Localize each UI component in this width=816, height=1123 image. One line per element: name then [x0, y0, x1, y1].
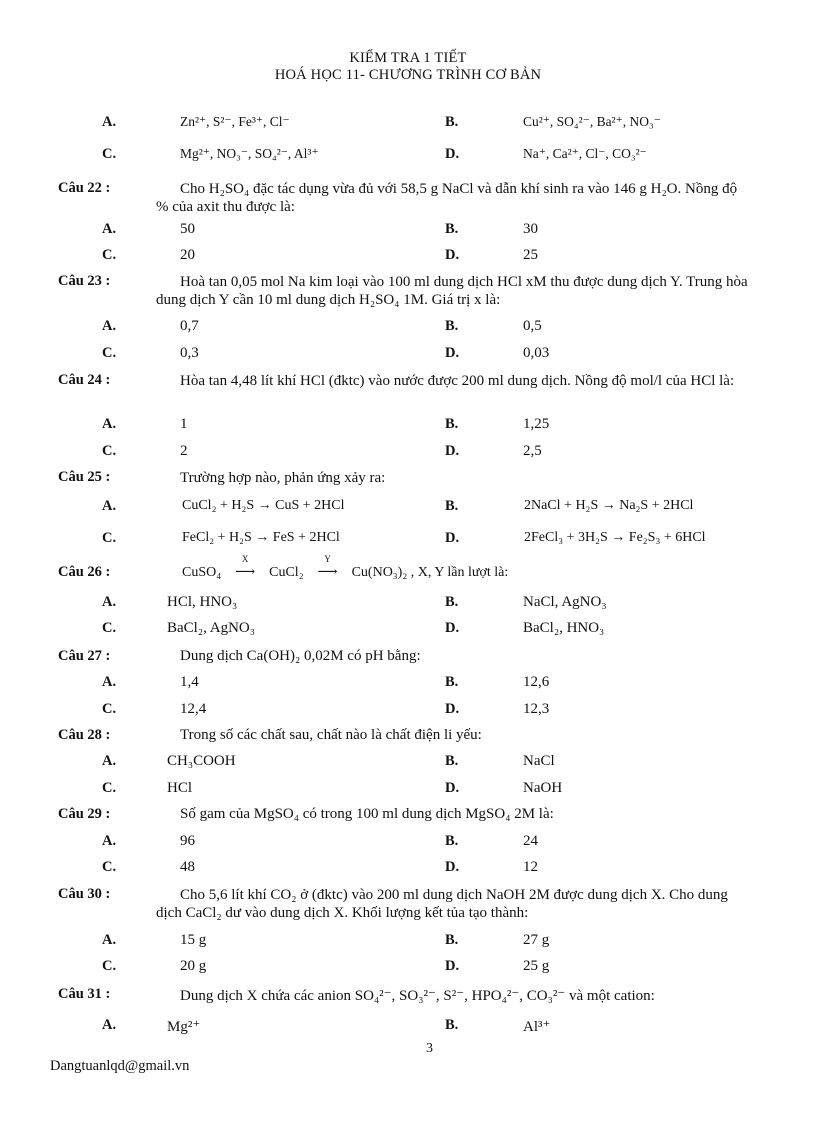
q27-option-d: 12,3	[523, 701, 550, 717]
product-and-question: Cu(NO₃)₂ , X, Y lần lượt là:	[351, 565, 509, 580]
q24-option-b: 1,25	[523, 416, 550, 432]
option-label-d: D.	[445, 345, 460, 361]
option-label-d: D.	[445, 443, 460, 459]
q31-option-a: Mg²⁺	[167, 1019, 201, 1035]
reaction-arrow-icon: X ⟶	[223, 564, 267, 581]
option-label-d: D.	[445, 620, 460, 636]
q29-option-b: 24	[523, 833, 538, 849]
option-label-b: B.	[445, 932, 459, 948]
question-number: Câu 23 :	[58, 273, 111, 289]
reaction-arrow-icon: Y ⟶	[306, 564, 350, 581]
q24-option-a: 1	[180, 416, 188, 432]
q22-option-b: 30	[523, 221, 538, 237]
question-number: Câu 31 :	[58, 986, 111, 1002]
option-label-a: A.	[102, 318, 117, 334]
arrow-label-y: Y	[324, 554, 331, 564]
option-label-b: B.	[445, 221, 459, 237]
option-label-d: D.	[445, 701, 460, 717]
option-label-d: D.	[445, 146, 460, 162]
q24-option-d: 2,5	[523, 443, 542, 459]
option-label-d: D.	[445, 247, 460, 263]
q31-option-b: Al³⁺	[523, 1019, 551, 1035]
question-text: Cho 5,6 lít khí CO₂ ở (đktc) vào 200 ml dung dịch NaOH 2M được dung dịch X. Cho dung dịch CaCl₂ dư vào dung dịch X. Khối lượng kết tủa tạo thành:	[156, 887, 728, 921]
q21-option-b: Cu²⁺, SO₄²⁻, Ba²⁺, NO₃⁻	[523, 114, 661, 129]
option-label-c: C.	[102, 701, 117, 717]
q27-option-b: 12,6	[523, 674, 550, 690]
question-text: Trường hợp nào, phản ứng xảy ra:	[180, 470, 386, 486]
q26-option-b: NaCl, AgNO₃	[523, 594, 607, 610]
question-number: Câu 25 :	[58, 469, 111, 485]
option-label-d: D.	[445, 530, 460, 546]
q28-option-d: NaOH	[523, 780, 563, 796]
q22-option-a: 50	[180, 221, 195, 237]
q26-option-d: BaCl₂, HNO₃	[523, 620, 605, 636]
option-label-a: A.	[102, 833, 117, 849]
option-label-b: B.	[445, 498, 459, 514]
q21-option-d: Na⁺, Ca²⁺, Cl⁻, CO₃²⁻	[523, 146, 647, 161]
q29-option-d: 12	[523, 859, 538, 875]
q23-option-c: 0,3	[180, 345, 199, 361]
option-label-a: A.	[102, 1017, 117, 1033]
q28-option-c: HCl	[167, 780, 193, 796]
question-text: Trong số các chất sau, chất nào là chất điện li yếu:	[180, 727, 482, 743]
q23-option-b: 0,5	[523, 318, 542, 334]
option-label-c: C.	[102, 620, 117, 636]
q23-option-a: 0,7	[180, 318, 199, 334]
option-label-a: A.	[102, 674, 117, 690]
option-label-c: C.	[102, 530, 117, 546]
q26-option-c: BaCl₂, AgNO₃	[167, 620, 255, 636]
option-label-d: D.	[445, 958, 460, 974]
option-label-d: D.	[445, 780, 460, 796]
question-number: Câu 30 :	[58, 886, 111, 902]
question-number: Câu 26 :	[58, 564, 111, 580]
q27-option-c: 12,4	[180, 701, 207, 717]
question-number: Câu 22 :	[58, 180, 111, 196]
option-label-a: A.	[102, 416, 117, 432]
q22-option-c: 20	[180, 247, 195, 263]
reactant-2: CuCl₂	[269, 565, 304, 580]
option-label-a: A.	[102, 753, 117, 769]
q23-option-d: 0,03	[523, 345, 550, 361]
question-text: Hòa tan 4,48 lít khí HCl (đktc) vào nước được 200 ml dung dịch. Nồng độ mol/l của HCl là:	[180, 373, 735, 389]
question-text	[182, 554, 509, 581]
q25-option-d: 2FeCl₃ + 3H₂S → Fe₂S₃ + 6HCl	[524, 530, 706, 545]
option-label-a: A.	[102, 114, 117, 130]
option-label-c: C.	[102, 345, 117, 361]
question-number: Câu 24 :	[58, 372, 111, 388]
question-text: Cho H₂SO₄ đặc tác dụng vừa đủ với 58,5 g NaCl và dẫn khí sinh ra vào 146 g H₂O. Nồng độ % của axit thu được là:	[156, 181, 738, 215]
option-label-a: A.	[102, 932, 117, 948]
question-number: Câu 29 :	[58, 806, 111, 822]
q30-option-b: 27 g	[523, 932, 550, 948]
arrow-label-x: X	[241, 554, 249, 564]
q24-option-c: 2	[180, 443, 188, 459]
q22-option-d: 25	[523, 247, 538, 263]
q21-option-c: Mg²⁺, NO₃⁻, SO₄²⁻, Al³⁺	[180, 146, 319, 161]
option-label-c: C.	[102, 146, 117, 162]
q27-option-a: 1,4	[180, 674, 199, 690]
option-label-d: D.	[445, 859, 460, 875]
option-label-c: C.	[102, 247, 117, 263]
option-label-b: B.	[445, 594, 459, 610]
q30-option-d: 25 g	[523, 958, 550, 974]
option-label-b: B.	[445, 114, 459, 130]
option-label-c: C.	[102, 859, 117, 875]
exam-title: KIỂM TRA 1 TIẾT	[349, 50, 467, 66]
q30-option-a: 15 g	[180, 932, 207, 948]
exam-subtitle: HOÁ HỌC 11- CHƯƠNG TRÌNH CƠ BẢN	[274, 67, 542, 83]
question-text: Dung dịch X chứa các anion SO₄²⁻, SO₃²⁻, S²⁻, HPO₄²⁻, CO₃²⁻ và một cation:	[180, 988, 655, 1004]
option-label-b: B.	[445, 416, 459, 432]
option-label-b: B.	[445, 318, 459, 334]
q26-option-a: HCl, HNO₃	[167, 594, 238, 610]
option-label-c: C.	[102, 780, 117, 796]
q21-option-a: Zn²⁺, S²⁻, Fe³⁺, Cl⁻	[180, 114, 290, 129]
q28-option-b: NaCl	[523, 753, 555, 769]
reactant-1: CuSO₄	[182, 565, 222, 580]
option-label-a: A.	[102, 594, 117, 610]
q29-option-a: 96	[180, 833, 195, 849]
q25-option-b: 2NaCl + H₂S → Na₂S + 2HCl	[524, 498, 694, 513]
question-text: Số gam của MgSO₄ có trong 100 ml dung dịch MgSO₄ 2M là:	[180, 806, 554, 822]
option-label-b: B.	[445, 753, 459, 769]
option-label-a: A.	[102, 498, 117, 514]
option-label-b: B.	[445, 1017, 459, 1033]
q29-option-c: 48	[180, 859, 195, 875]
question-number: Câu 27 :	[58, 648, 111, 664]
q25-option-a: CuCl₂ + H₂S → CuS + 2HCl	[182, 498, 345, 513]
question-text: Hoà tan 0,05 mol Na kim loại vào 100 ml dung dịch HCl xM thu được dung dịch Y. Trung hòa dung dịch Y cần 10 ml dung dịch H₂SO₄ 1M. Giá trị x là:	[156, 274, 748, 308]
footer-email: Dangtuanlqd@gmail.vn	[50, 1058, 190, 1074]
q25-option-c: FeCl₂ + H₂S → FeS + 2HCl	[182, 530, 340, 545]
option-label-b: B.	[445, 833, 459, 849]
question-number: Câu 28 :	[58, 727, 111, 743]
page-number: 3	[426, 1041, 433, 1056]
option-label-b: B.	[445, 674, 459, 690]
option-label-a: A.	[102, 221, 117, 237]
q28-option-a: CH₃COOH	[167, 753, 236, 769]
option-label-c: C.	[102, 958, 117, 974]
option-label-c: C.	[102, 443, 117, 459]
q30-option-c: 20 g	[180, 958, 207, 974]
question-text: Dung dịch Ca(OH)₂ 0,02M có pH bằng:	[180, 648, 421, 664]
